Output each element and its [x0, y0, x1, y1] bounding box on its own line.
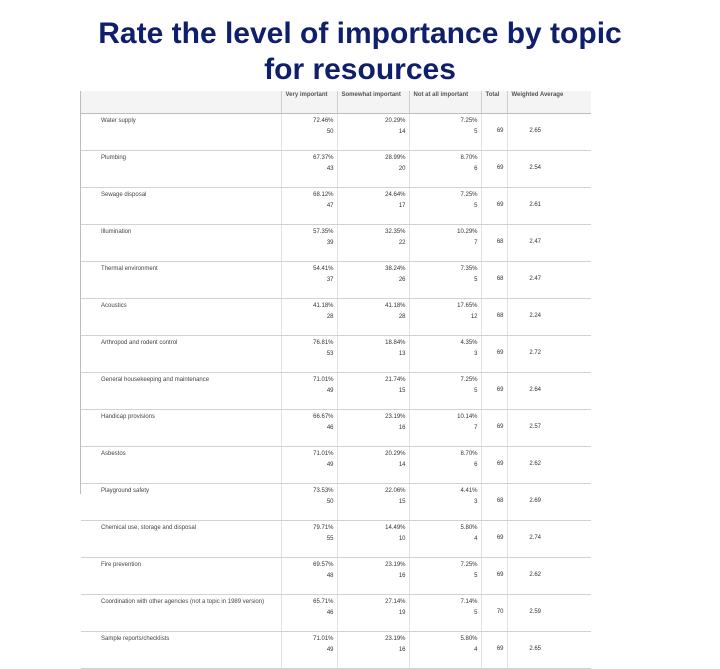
- cell-weighted-average: 2.47: [507, 225, 591, 262]
- somewhat-count: 14: [398, 129, 406, 135]
- cell-somewhat: [337, 262, 409, 299]
- somewhat-percent: 41.18%: [385, 303, 406, 309]
- table-row: [81, 595, 591, 632]
- not-at-all-percent: 7.35%: [460, 266, 478, 272]
- very-percent: 68.12%: [313, 192, 334, 198]
- cell-total: 69: [481, 336, 507, 373]
- very-percent: 66.67%: [313, 414, 334, 420]
- not-at-all-percent: 7.25%: [460, 118, 478, 124]
- cell-somewhat: [337, 373, 409, 410]
- somewhat-count: 15: [398, 499, 406, 505]
- somewhat-percent: 23.19%: [385, 414, 406, 420]
- very-percent: 71.01%: [313, 377, 334, 383]
- somewhat-percent: 28.99%: [385, 155, 406, 161]
- row-topic: Handicap provisions: [81, 410, 281, 447]
- row-topic: Fire prevention: [81, 558, 281, 595]
- cell-weighted-average: 2.62: [507, 447, 591, 484]
- somewhat-count: 26: [398, 277, 406, 283]
- table-row: [81, 447, 591, 484]
- very-percent: 73.53%: [313, 488, 334, 494]
- cell-not-at-all: [409, 558, 481, 595]
- very-percent: 41.18%: [313, 303, 334, 309]
- cell-not-at-all: [409, 595, 481, 632]
- very-percent: 57.35%: [313, 229, 334, 235]
- very-percent: 54.41%: [313, 266, 334, 272]
- cell-total: 69: [481, 558, 507, 595]
- very-percent: 69.57%: [313, 562, 334, 568]
- cell-not-at-all: [409, 410, 481, 447]
- not-at-all-percent: 10.14%: [457, 414, 478, 420]
- slide-title: [0, 16, 720, 88]
- row-topic: Playground safety: [81, 484, 281, 521]
- somewhat-count: 20: [398, 166, 406, 172]
- cell-weighted-average: 2.65: [507, 114, 591, 151]
- cell-very: [281, 151, 337, 188]
- somewhat-percent: 38.24%: [385, 266, 406, 272]
- very-percent: 65.71%: [313, 599, 334, 605]
- cell-very: [281, 632, 337, 669]
- table-row: [81, 521, 591, 558]
- row-topic: Coordination with other agencies (not a topic in 1989 version): [81, 595, 281, 632]
- cell-not-at-all: [409, 447, 481, 484]
- somewhat-count: 28: [398, 314, 406, 320]
- table-row: [81, 188, 591, 225]
- somewhat-count: 10: [398, 536, 406, 542]
- not-at-all-count: 5: [474, 277, 478, 283]
- not-at-all-count: 5: [474, 388, 478, 394]
- not-at-all-percent: 7.25%: [460, 192, 478, 198]
- not-at-all-count: 4: [474, 536, 478, 542]
- very-percent: 76.81%: [313, 340, 334, 346]
- very-percent: 79.71%: [313, 525, 334, 531]
- cell-not-at-all: [409, 151, 481, 188]
- cell-very: [281, 188, 337, 225]
- somewhat-count: 14: [398, 462, 406, 468]
- table-row: [81, 484, 591, 521]
- very-count: 49: [326, 462, 334, 468]
- cell-not-at-all: [409, 632, 481, 669]
- not-at-all-count: 3: [474, 351, 478, 357]
- cell-somewhat: [337, 595, 409, 632]
- cell-weighted-average: 2.72: [507, 336, 591, 373]
- not-at-all-count: 5: [474, 610, 478, 616]
- very-count: 50: [326, 499, 334, 505]
- somewhat-count: 13: [398, 351, 406, 357]
- cell-very: [281, 225, 337, 262]
- cell-very: [281, 373, 337, 410]
- not-at-all-percent: 4.41%: [460, 488, 478, 494]
- row-topic: Water supply: [81, 114, 281, 151]
- very-count: 46: [326, 425, 334, 431]
- row-topic: Sample reports/checklists: [81, 632, 281, 669]
- not-at-all-count: 7: [474, 425, 478, 431]
- somewhat-percent: 20.29%: [385, 118, 406, 124]
- very-count: 47: [326, 203, 334, 209]
- cell-weighted-average: 2.24: [507, 299, 591, 336]
- title-line-1: Rate the level of importance by topic: [98, 17, 622, 50]
- cell-very: [281, 336, 337, 373]
- row-topic: Illumination: [81, 225, 281, 262]
- cell-total: 69: [481, 447, 507, 484]
- very-count: 53: [326, 351, 334, 357]
- table-body: [81, 114, 591, 669]
- not-at-all-count: 5: [474, 573, 478, 579]
- table-header-row: [81, 91, 591, 114]
- very-percent: 71.01%: [313, 451, 334, 457]
- not-at-all-count: 6: [474, 166, 478, 172]
- table-row: [81, 151, 591, 188]
- cell-very: [281, 114, 337, 151]
- somewhat-count: 22: [398, 240, 406, 246]
- cell-very: [281, 262, 337, 299]
- survey-table-container: [80, 91, 591, 653]
- row-topic: Acoustics: [81, 299, 281, 336]
- very-count: 46: [326, 610, 334, 616]
- cell-not-at-all: [409, 225, 481, 262]
- cell-very: [281, 521, 337, 558]
- header-weighted-average: Weighted Average: [507, 91, 591, 114]
- row-topic: General housekeeping and maintenance: [81, 373, 281, 410]
- cell-not-at-all: [409, 484, 481, 521]
- cell-weighted-average: 2.65: [507, 632, 591, 669]
- cell-somewhat: [337, 151, 409, 188]
- table-row: [81, 373, 591, 410]
- not-at-all-percent: 17.65%: [457, 303, 478, 309]
- not-at-all-percent: 5.80%: [460, 525, 478, 531]
- table-row: [81, 336, 591, 373]
- somewhat-percent: 32.35%: [385, 229, 406, 235]
- somewhat-percent: 24.64%: [385, 192, 406, 198]
- row-topic: Chemical use, storage and disposal: [81, 521, 281, 558]
- cell-total: 69: [481, 188, 507, 225]
- row-topic: Asbestos: [81, 447, 281, 484]
- cell-somewhat: [337, 225, 409, 262]
- cell-very: [281, 595, 337, 632]
- cell-not-at-all: [409, 114, 481, 151]
- not-at-all-percent: 5.80%: [460, 636, 478, 642]
- header-somewhat-important: Somewhat important: [337, 91, 409, 114]
- cell-very: [281, 558, 337, 595]
- cell-somewhat: [337, 521, 409, 558]
- not-at-all-percent: 7.25%: [460, 377, 478, 383]
- cell-weighted-average: 2.61: [507, 188, 591, 225]
- cell-total: 69: [481, 373, 507, 410]
- somewhat-count: 16: [398, 647, 406, 653]
- table-row: [81, 114, 591, 151]
- cell-not-at-all: [409, 521, 481, 558]
- cell-weighted-average: 2.57: [507, 410, 591, 447]
- somewhat-count: 16: [398, 573, 406, 579]
- somewhat-percent: 14.49%: [385, 525, 406, 531]
- header-not-at-all-important: Not at all important: [409, 91, 481, 114]
- not-at-all-percent: 7.25%: [460, 562, 478, 568]
- cell-weighted-average: 2.64: [507, 373, 591, 410]
- cell-very: [281, 447, 337, 484]
- header-very-important: Very important: [281, 91, 337, 114]
- cell-total: 69: [481, 410, 507, 447]
- cell-not-at-all: [409, 373, 481, 410]
- very-count: 28: [326, 314, 334, 320]
- not-at-all-count: 6: [474, 462, 478, 468]
- table-row: [81, 299, 591, 336]
- not-at-all-percent: 7.14%: [460, 599, 478, 605]
- not-at-all-count: 12: [470, 314, 478, 320]
- row-topic: Thermal environment: [81, 262, 281, 299]
- cell-total: 69: [481, 521, 507, 558]
- cell-weighted-average: 2.47: [507, 262, 591, 299]
- cell-total: 69: [481, 632, 507, 669]
- somewhat-percent: 22.06%: [385, 488, 406, 494]
- cell-somewhat: [337, 410, 409, 447]
- very-percent: 71.01%: [313, 636, 334, 642]
- very-percent: 72.46%: [313, 118, 334, 124]
- somewhat-percent: 23.19%: [385, 636, 406, 642]
- cell-somewhat: [337, 447, 409, 484]
- cell-weighted-average: 2.69: [507, 484, 591, 521]
- somewhat-count: 19: [398, 610, 406, 616]
- somewhat-count: 17: [398, 203, 406, 209]
- cell-somewhat: [337, 188, 409, 225]
- cell-somewhat: [337, 484, 409, 521]
- cell-not-at-all: [409, 336, 481, 373]
- row-topic: Plumbing: [81, 151, 281, 188]
- cell-not-at-all: [409, 262, 481, 299]
- table-row: [81, 632, 591, 669]
- row-topic: Sewage disposal: [81, 188, 281, 225]
- header-total: Total: [481, 91, 507, 114]
- cell-somewhat: [337, 336, 409, 373]
- very-count: 39: [326, 240, 334, 246]
- cell-very: [281, 484, 337, 521]
- cell-weighted-average: 2.54: [507, 151, 591, 188]
- very-count: 43: [326, 166, 334, 172]
- table-row: [81, 262, 591, 299]
- cell-somewhat: [337, 558, 409, 595]
- not-at-all-count: 4: [474, 647, 478, 653]
- not-at-all-count: 7: [474, 240, 478, 246]
- not-at-all-count: 5: [474, 129, 478, 135]
- cell-total: 69: [481, 114, 507, 151]
- cell-total: 69: [481, 151, 507, 188]
- very-count: 55: [326, 536, 334, 542]
- importance-table: [81, 91, 591, 669]
- cell-weighted-average: 2.59: [507, 595, 591, 632]
- cell-somewhat: [337, 299, 409, 336]
- very-count: 49: [326, 388, 334, 394]
- somewhat-percent: 21.74%: [385, 377, 406, 383]
- somewhat-percent: 27.14%: [385, 599, 406, 605]
- somewhat-percent: 18.84%: [385, 340, 406, 346]
- cell-total: 68: [481, 299, 507, 336]
- cell-total: 68: [481, 225, 507, 262]
- not-at-all-percent: 8.70%: [460, 451, 478, 457]
- very-percent: 67.37%: [313, 155, 334, 161]
- header-topic: [81, 91, 281, 114]
- cell-weighted-average: 2.62: [507, 558, 591, 595]
- table-row: [81, 410, 591, 447]
- not-at-all-percent: 10.29%: [457, 229, 478, 235]
- not-at-all-percent: 4.35%: [460, 340, 478, 346]
- cell-total: 68: [481, 262, 507, 299]
- not-at-all-count: 3: [474, 499, 478, 505]
- cell-very: [281, 299, 337, 336]
- row-topic: Arthropod and rodent control: [81, 336, 281, 373]
- table-row: [81, 558, 591, 595]
- cell-not-at-all: [409, 188, 481, 225]
- cell-total: 70: [481, 595, 507, 632]
- somewhat-count: 16: [398, 425, 406, 431]
- not-at-all-count: 5: [474, 203, 478, 209]
- somewhat-percent: 23.19%: [385, 562, 406, 568]
- cell-somewhat: [337, 114, 409, 151]
- somewhat-percent: 20.29%: [385, 451, 406, 457]
- cell-weighted-average: 2.74: [507, 521, 591, 558]
- cell-very: [281, 410, 337, 447]
- very-count: 48: [326, 573, 334, 579]
- very-count: 49: [326, 647, 334, 653]
- cell-somewhat: [337, 632, 409, 669]
- very-count: 37: [326, 277, 334, 283]
- table-row: [81, 225, 591, 262]
- not-at-all-percent: 8.70%: [460, 155, 478, 161]
- cell-not-at-all: [409, 299, 481, 336]
- cell-total: 68: [481, 484, 507, 521]
- somewhat-count: 15: [398, 388, 406, 394]
- very-count: 50: [326, 129, 334, 135]
- title-line-2: for resources: [264, 53, 456, 86]
